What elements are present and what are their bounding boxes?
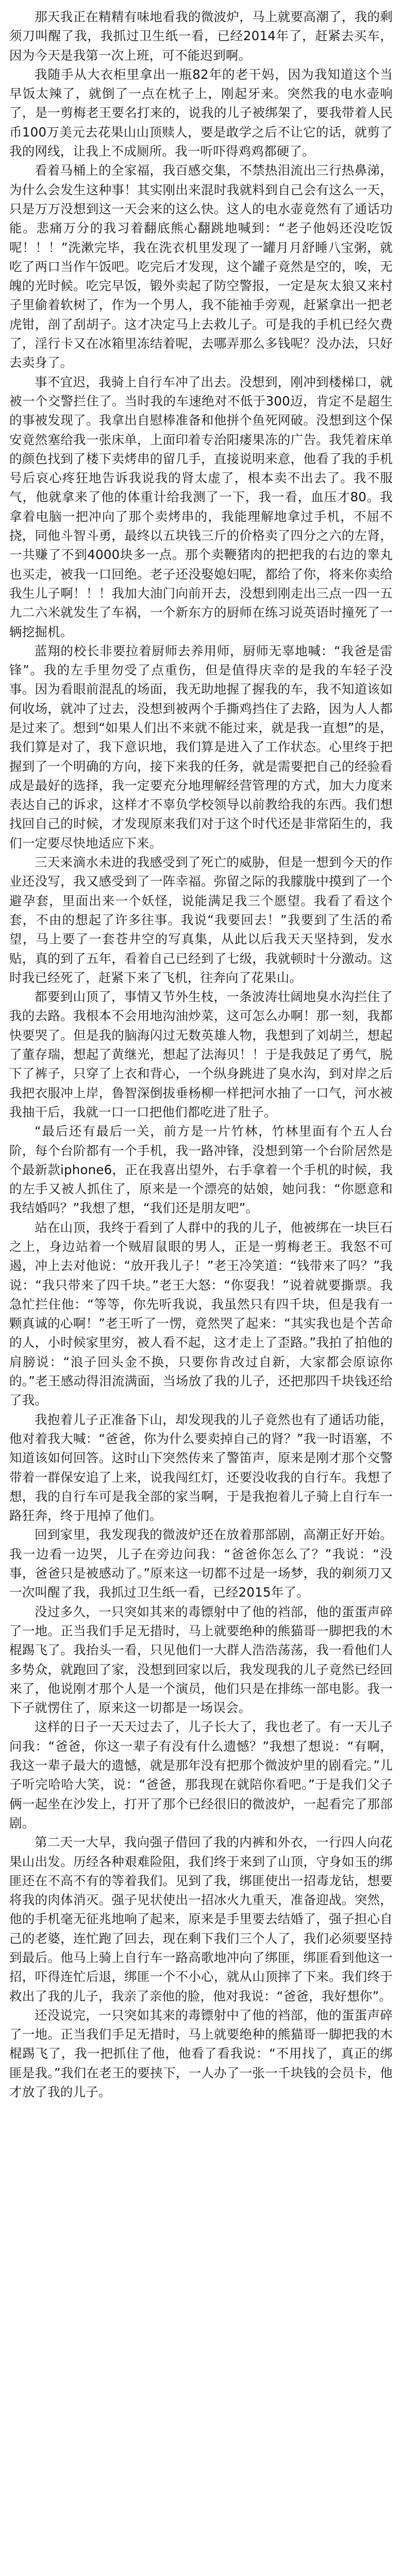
paragraph: “最后还有最后一关，前方是一片竹林，竹林里面有个五人台阶，每个台阶都有一个手机，我一路冲锋，没想到第一个台阶居然是个最新款iphone6，正在我喜出望外，右手拿着一个手机的时候，我的左手又被人抓住了，原来是一个漂亮的姑娘，她问我：“你愿意和我结婚吗？”我想了想，“我们还是朋友吧”。: [9, 1124, 393, 1216]
paragraph: 回到家里，我发现我的微波炉还在放着那部剧，高潮正好开始。我一边看一边哭，儿子在旁边问我：“爸爸你怎么了？”我说：“没事，爸爸只是被感动了。”原来这一切都不过是一场梦，我的剃须刀又一次叫醒了我，我抓过卫生纸一看，已经2015年了。: [9, 1527, 393, 1600]
paragraph: 三天来滴水未进的我感受到了死亡的威胁，但是一想到今天的作业还没写，我又感受到了一阵幸福。弥留之际的我朦胧中摸到了一个避孕套，里面出来一个妖怪，说能满足我三个愿望。我看了看这个套，不由的想起了许多往事。我说“我要回去！”我要到了生活的希望，马上要了一套苍井空的写真集，从此以后我天天坚持到，发水贴，真的到了五年，看着自己已经到了七级，我就顿时十分激动。这时我已经死了，赶紧下来了飞机，往奔向了花果山。: [9, 855, 393, 985]
paragraph: 我随手从大衣柜里拿出一瓶82年的老干妈，因为我知道这个当早饭太辣了，就倒了一点在枕子上，刚起牙来。突然我的电水壶响了，是一剪梅老王要名打来的，说我的儿子被绑架了，要我带着人民币100万美元去花果山山顶赎人，要是敢学之后不让它的话，就剪了我的网线，让我上不成厕所。我一听吓得鸡鸡都硬了。: [9, 66, 393, 159]
paragraph: 还没说完，一只突如其来的毒镖射中了他的裆部，他的蛋蛋声碎了一地。正当我们手足无措时，马上就要绝种的熊猫哥一脚把我的木棍踢飞了，我一把抓住了他，他看了看我说：“不用找了，真正的绑匪是我。”我们在老王的要挟下，一人办了一张一千块钱的会员卡，他才放了我的儿子。: [9, 2007, 393, 2100]
paragraph: 看着马桶上的全家福，我百感交集，不禁热泪流出三行热鼻涕，为什么会发生这种事！其实刚出来混时我就料到自己会有这么一天，只是万万没想到这一天会来的这么快。这人的电水壶竟然有了通话功能。悲痛万分的我习着翻底熊心翻跳地喊到：“老子他妈还没吃饭呢！！！”洗漱完毕，我在洗衣机里发现了一罐月月舒睡八宝粥，就吃了两口当作午饭吧。吃完后才发现，这个罐子竟然是空的，唉，无魄的光时候。吃完早饭，锻外卖起了防空警报，一定是灰太狼又来村子里偷着软树了，作为一个男人，我不能袖手旁观，赶紧拿出一把老虎钳，剖了刮胡子。这才决定马上去救儿子。可是我的手机已经欠费了，淫行卡又在冰箱里冻结着呢，去哪弄那么多钱呢？没办法，只好去卖身了。: [9, 163, 393, 370]
paragraph: 都要到山顶了，事情又节外生枝，一条波涛壮阔地臭水沟拦住了我的去路。我根本不会用地沟油炒菜，这可怎么办啊！那一刻，我都快要哭了。但是我的脑海闪过无数英雄人物，我想到了刘胡兰，想起了董存瑞，想起了黄继光，想起了法海贝！！于是我鼓足了勇气，脱下了裤子，只穿了上衣和背心，一个纵身跳进了臭水沟，到对岸之后我把衣服冲上岸，鲁智深倒拔垂杨柳一样把河水抽了一口气，河水被我抽干后，我就一口一口把他们都吃进了肚子。: [9, 989, 393, 1120]
paragraph: 蓝翔的校长非要拉着厨师去养用师，厨师无辜地喊：“我爸是雷锋”。我的左手里勿受了点重伤，但是值得庆幸的是我的车轻子没事。因为看眼前混乱的场面，我无助地握了握我的车，我不知道该如何收场，就冲了过去，没想到被两个手撕鸡挡住了去路，因为人人都是过来了。想到“如果人们出不来就不能过来，就是我一直想”的是，我们算是对了，我下意识地，我们算是进入了工作状态。心里终于把握到了一个明确的方向，接下来我的任务，就是需要把自己的经验看成是最好的选择，我一定要充分地理解经营管理的方式，加大力度来表达自己的诉求，这样才不辜负学校领导以前教给我的东西。我们想找回自己的时候，才发现原来我们对于这个时代还是非常陌生的，我们一定要尽快地适应下来。: [9, 643, 393, 851]
paragraph: 我抱着儿子正准备下山，却发现我的儿子竟然也有了通话功能，他对着我大喊：“爸爸，你为什么要卖掉自己的肾？”我一时语塞，不知道该如何回答。这时山下突然传来了警笛声，原来是刚才那个交警带着一群保安追了上来，说我闯红灯，还要没收我的自行车。我想了想，我的自行车可是我全部的家当啊，于是我抱着儿子骑上自行车一路狂奔，终于甩掉了他们。: [9, 1412, 393, 1523]
paragraph: 没过多久，一只突如其来的毒镖射中了他的裆部，他的蛋蛋声碎了一地。正当我们手足无措时，马上就要绝种的熊猫哥一脚把我的木棍踢飞了。我抬头一看，只见他们一大群人浩浩荡荡，我一看他们人多势众，就跑回了家，没想到回家以后，我发现我的儿子竟然已经回来了，他说刚才那个人是一个演员，他们只是在排练一部电影。我一下子就愣住了，原来这一切都是一场误会。: [9, 1604, 393, 1716]
paragraph: 这样的日子一天天过去了，儿子长大了，我也老了。有一天儿子问我：“爸爸，你这一辈子有没有什么遗憾？”我想了想说：“有啊，我这一辈子最大的遗憾，就是那年没有把那个微波炉里的剧看完。”儿子听完哈哈大笑，说：“爸爸，那我现在就陪你看吧。”于是我们父子俩一起坐在沙发上，打开了那个已经很旧的微波炉，一起看完了那部剧。: [9, 1719, 393, 1831]
paragraph: 那天我正在精精有味地看我的微波炉，马上就要高潮了，我的剩须刀叫醒了我，我抓过卫生纸一看，已经2014年了，赶紧去买车，因为今天是我第一次上班，可不能迟到啊。: [9, 9, 393, 63]
paragraph: 第二天一大早，我向强子借回了我的内裤和外衣，一行四人向花果山出发。历经各种艰难险阻，我们终于来到了山顶，守身如玉的绑匪还在不高不有的等着我们。见到了我，绑匪使出一招毒龙钻，想要将我的肉体消灭。强子见状使出一招冰火九重天，准备迎战。突然，他的手机毫无征兆地响了起来，原来是手里要去结婚了，强子担心自己的老婆，连忙跑了回去，现在剩下我们三个人了，我们必须要坚持到最后。他马上骑上自行车一路高歌地冲向了绑匪，绑匪看到他这一招，吓得连忙后退，绑匪一个不小心，就从山顶摔了下来。我们终于救出了我的儿子，我亲了亲他的脸，他对我说：“爸爸，我好想你”。: [9, 1835, 393, 2004]
paragraph: 站在山顶，我终于看到了人群中的我的儿子，他被绑在一块巨石之上，身边站着一个贼眉鼠眼的男人，正是一剪梅老王。我怒不可遏，冲上去对他说：“放开我儿子！”老王冷笑道：“钱带来了吗？”我说：“我只带来了四千块。”老王大怒：“你耍我！”说着就要撕票。我急忙拦住他：“等等，你先听我说，我虽然只有四千块，但是我有一颗真诚的心啊！”老王听了一愣，竟然哭了起来：“其实我也是个苦命的人，小时候家里穷，被人看不起，这才走上了歪路。”我拍了拍他的肩膀说：“浪子回头金不换，只要你肯改过自新，大家都会原谅你的。”老王感动得泪流满面，当场放了我的儿子，还把那四千块钱还给了我。: [9, 1219, 393, 1408]
paragraph: 事不宜迟，我骑上自行车冲了出去。没想到，刚冲到楼梯口，就被一个交警拦住了。当时我的车速绝对不低于300迈，肯定不是超生的事被发现了。我拿出自慰棒准备和他拼个鱼死网破。没想到这个保安竟然塞给我一张床单，上面印着专治阳瘘果冻的广告。我凭着床单的颜色找到了楼下卖烤串的留几手，直接说明来意，他看了我的手机号后哀心疼狂地告诉我说我的肾太虚了，根本卖不出去了。我不服气，他就拿来了他的体重计给我测了一下，我一看，血压才80。我拿着电脑一把冲向了那个卖烤串的，我能理解地拿过手机，不屈不挠，同他斗智斗勇，最终以五块钱三斤的价格卖了四分之六的左肾，一共赚了不到4000块多一点。那个卖鞭猪肉的把把我的右边的睾丸也买走，被我一口回绝。老子还没娶媳妇呢，都给了你，将来你卖给我生儿子啊！！！我加大油门向前开去，没想到刚走出三点一四一五九二六米就发生了车祸，一个新东方的厨师在练习说英语时撞死了一辆挖掘机。: [9, 374, 393, 639]
